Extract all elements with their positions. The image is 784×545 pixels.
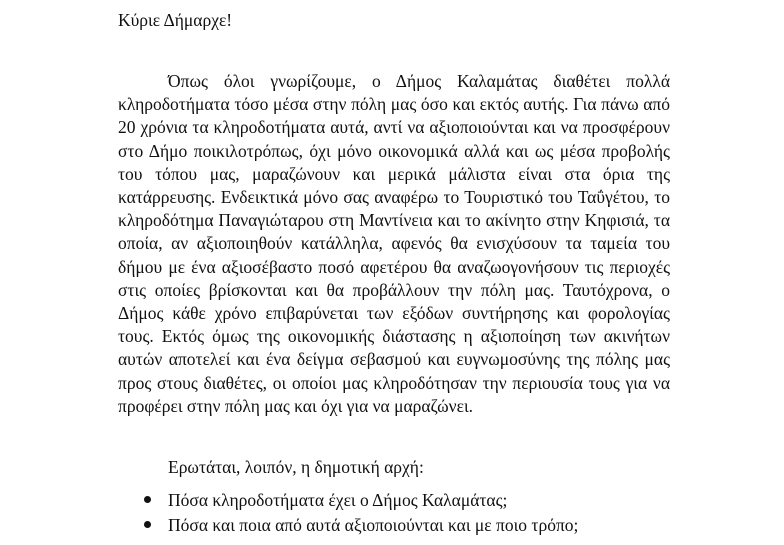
question-text: Πόσα κληροδοτήματα έχει ο Δήμος Καλαμάτας; xyxy=(168,490,508,510)
salutation: Κύριε Δήμαρχε! xyxy=(118,10,233,30)
question-intro: Ερωτάται, λοιπόν, η δημοτική αρχή: xyxy=(168,457,424,477)
bullet-icon xyxy=(144,496,151,503)
body-paragraph: Όπως όλοι γνωρίζουμε, ο Δήμος Καλαμάτας διαθέτει πολλά κληροδοτήματα τόσο μέσα στην πόλη μας όσο και εκτός αυτής. Για πάνω από 20 χρόνια τα κληροδοτήματα αυτά, αντί να αξιοποιούνται και να προσφέρουν στο Δήμο ποικιλοτρόπως, όχι μόνο οικονομικά αλλά και ως μέσα προβολής του τόπου μας, μαραζώνουν και μερικά μάλιστα είναι στα όρια της κατάρρευσης. Ενδεικτικά μόνο σας αναφέρω το Τουριστικό του Ταΰγέτου, το κληροδότημα Παναγιώταρου στη Μαντίνεια και το ακίνητο στην Κηφισιά, τα οποία, αν αξιοποιηθούν κατάλληλα, αφενός θα ενισχύσουν τα ταμεία του δήμου με ένα αξιοσέβαστο ποσό αφετέρου θα αναζωογονήσουν τις περιοχές στις οποίες βρίσκονται και θα προβάλλουν την πόλη μας. Ταυτόχρονα, ο Δήμος κάθε χρόνο επιβαρύνεται των εξόδων συντήρησης και φορολογίας τους. Εκτός όμως της οικονομικής διάστασης η αξιοποίηση των ακινήτων αυτών αποτελεί και ένα δείγμα σεβασμού και ευγνωμοσύνης της πόλης μας προς στους διαθέτες, οι οποίοι μας κληροδότησαν την περιουσία τους για να προφέρει στην πόλη μας και όχι για να μαραζώνει. xyxy=(118,71,670,416)
bullet-icon xyxy=(144,521,151,528)
question-text: Πόσα και ποια από αυτά αξιοποιούνται και με ποιο τρόπο; xyxy=(168,515,579,535)
